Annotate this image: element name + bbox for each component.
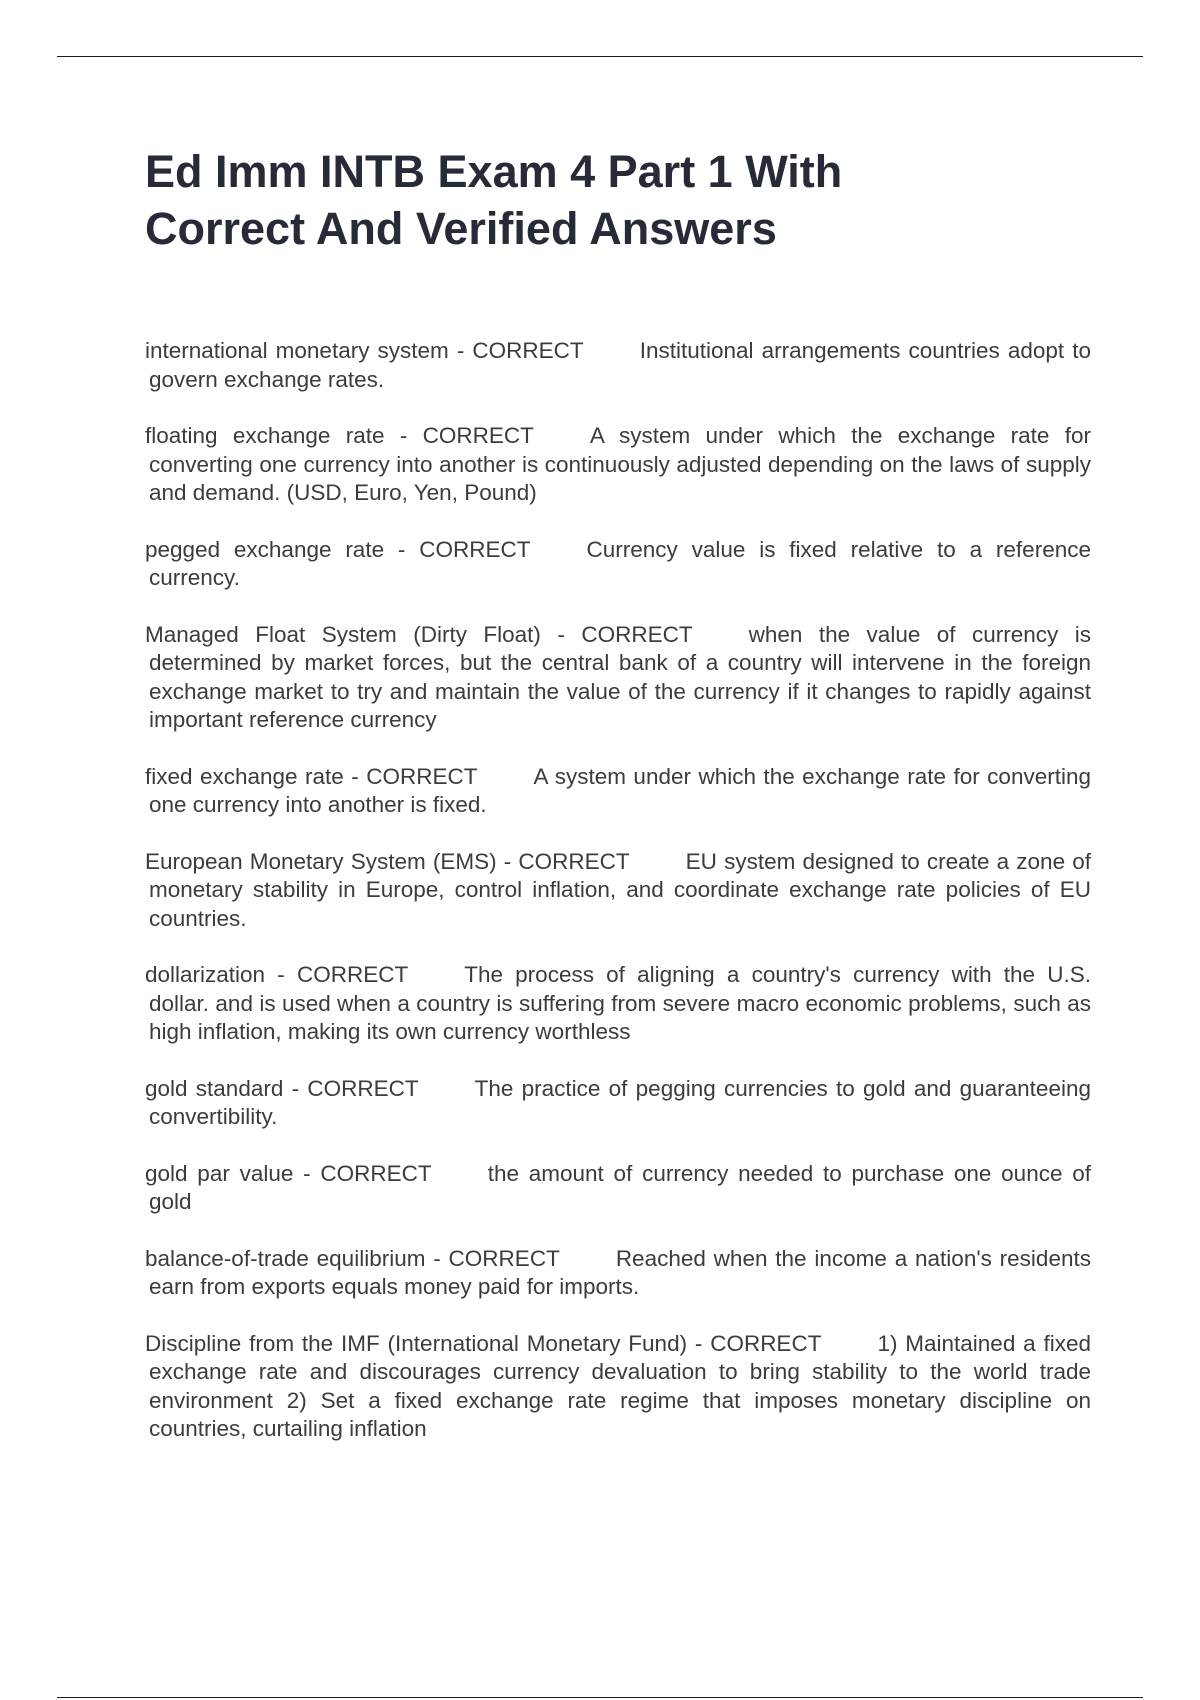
entry-term: pegged exchange rate - CORRECT <box>145 536 531 562</box>
entry-term: Discipline from the IMF (International Monetary Fund) - CORRECT <box>145 1330 822 1356</box>
entry-term: gold standard - CORRECT <box>145 1075 419 1101</box>
entry-term: balance-of-trade equilibrium - CORRECT <box>145 1245 560 1271</box>
entry-definition: A system under which the exchange rate for converting one currency into another is continuously adjusted depending on the laws of supply and demand. (USD, Euro, Yen, Pound) <box>149 423 1091 505</box>
bottom-rule <box>57 1697 1143 1698</box>
qa-entry <box>145 961 1091 1047</box>
entry-definition: when the value of currency is determined by market forces, but the central bank of a country will intervene in the foreign exchange market to try and maintain the value of the currency if it changes to rapidly against important reference currency <box>149 621 1091 732</box>
qa-entry <box>145 1330 1091 1444</box>
document-title: Ed Imm INTB Exam 4 Part 1 With Correct And Verified Answers <box>145 146 843 254</box>
entry-term: floating exchange rate - CORRECT <box>145 423 534 448</box>
qa-list <box>145 337 1091 1472</box>
top-rule <box>57 56 1143 57</box>
entry-term: Managed Float System (Dirty Float) - CORRECT <box>145 621 693 647</box>
entry-definition: Reached when the income a nation's residents earn from exports equals money paid for imports. <box>149 1245 1091 1299</box>
qa-entry <box>145 536 1091 593</box>
entry-term: dollarization - CORRECT <box>145 962 409 987</box>
entry-definition: EU system designed to create a zone of monetary stability in Europe, control inflation, and coordinate exchange rate policies of EU countries. <box>149 848 1092 931</box>
qa-entry <box>145 763 1091 820</box>
entry-definition: the amount of currency needed to purchase one ounce of gold <box>149 1160 1092 1214</box>
qa-entry <box>145 337 1091 394</box>
qa-entry <box>145 1075 1091 1132</box>
entry-definition: Currency value is fixed relative to a reference currency. <box>149 536 1091 590</box>
entry-definition: The practice of pegging currencies to gold and guaranteeing convertibility. <box>149 1075 1091 1129</box>
qa-entry <box>145 848 1091 934</box>
qa-entry <box>145 422 1091 508</box>
entry-definition: Institutional arrangements countries adopt to govern exchange rates. <box>149 338 1091 392</box>
qa-entry <box>145 1245 1091 1302</box>
entry-term: fixed exchange rate - CORRECT <box>145 763 478 789</box>
entry-term: gold par value - CORRECT <box>145 1160 432 1186</box>
entry-definition: 1) Maintained a fixed exchange rate and discourages currency devaluation to bring stability to the world trade environment 2) Set a fixed exchange rate regime that imposes monetary discipline on countries, curtailing inflation <box>149 1330 1091 1441</box>
entry-definition: A system under which the exchange rate for converting one currency into another is fixed. <box>149 763 1091 817</box>
qa-entry <box>145 1160 1091 1217</box>
entry-term: international monetary system - CORRECT <box>145 338 584 363</box>
entry-definition: The process of aligning a country's currency with the U.S. dollar. and is used when a country is suffering from severe macro economic problems, such as high inflation, making its own currency worthless <box>149 962 1092 1044</box>
qa-entry <box>145 621 1091 735</box>
entry-term: European Monetary System (EMS) - CORRECT <box>145 848 630 874</box>
